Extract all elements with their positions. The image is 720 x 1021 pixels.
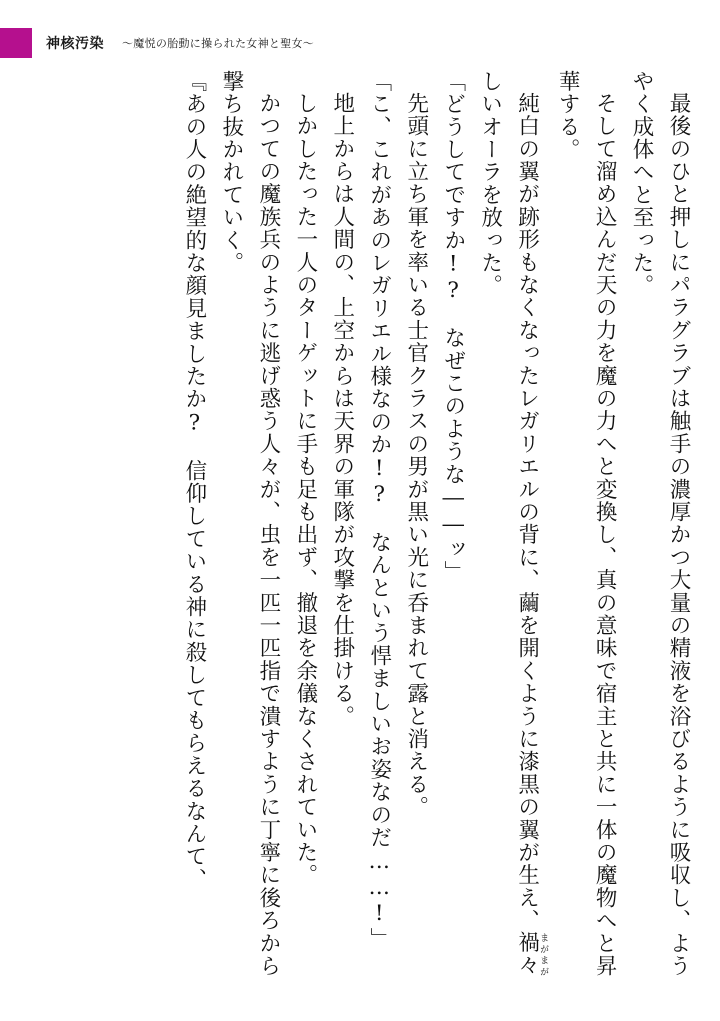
paragraph: そして溜め込んだ天の力を魔の力へと変換し、真の意味で宿主と共に一体の魔物へと昇華する。 (555, 70, 618, 977)
page-title: 神核汚染 (46, 36, 104, 52)
paragraph: かつての魔族兵のように逃げ惑う人々が、虫を一匹一匹指で潰すように丁寧に後ろから撃ち抜かれていく。 (218, 70, 281, 977)
paragraph: 「こ、これがあのレガリエル様なのか!? なんという悍ましいお姿なのだ……!」 (366, 70, 392, 951)
paragraph: 純白の翼が跡形もなくなったレガリエルの背に、繭を開くように漆黒の翼が生え、禍々まがまがしいオーラを放った。 (477, 70, 549, 977)
header-text-group (46, 28, 314, 58)
ruby-annotation: 禍々まがまが (514, 931, 549, 977)
header-accent-swatch (0, 28, 32, 58)
page-subtitle: ～魔悦の胎動に操られた女神と聖女～ (122, 37, 315, 50)
paragraph: 最後のひと押しにパラグラブは触手の濃厚かつ大量の精液を浴びるように吸収し、ようやく成体へと至った。 (629, 70, 691, 977)
paragraph: 地上からは人間の、上空からは天界の軍隊が攻撃を仕掛ける。 (329, 91, 355, 728)
paragraph: 『あの人の絶望的な顔見ましたか? 信仰している神に殺してもらえるなんて、 (181, 70, 207, 891)
paragraph: 「どうしてですか!? なぜこのような――ッ」 (440, 70, 466, 584)
novel-body-text (24, 70, 696, 995)
paragraph: しかしたった一人のターゲットに手も足も出ず、撤退を余儀なくされていた。 (292, 91, 318, 886)
paragraph: 先頭に立ち軍を率いる士官クラスの男が黒い光に呑まれて露と消える。 (403, 91, 429, 818)
page-header (0, 28, 720, 58)
